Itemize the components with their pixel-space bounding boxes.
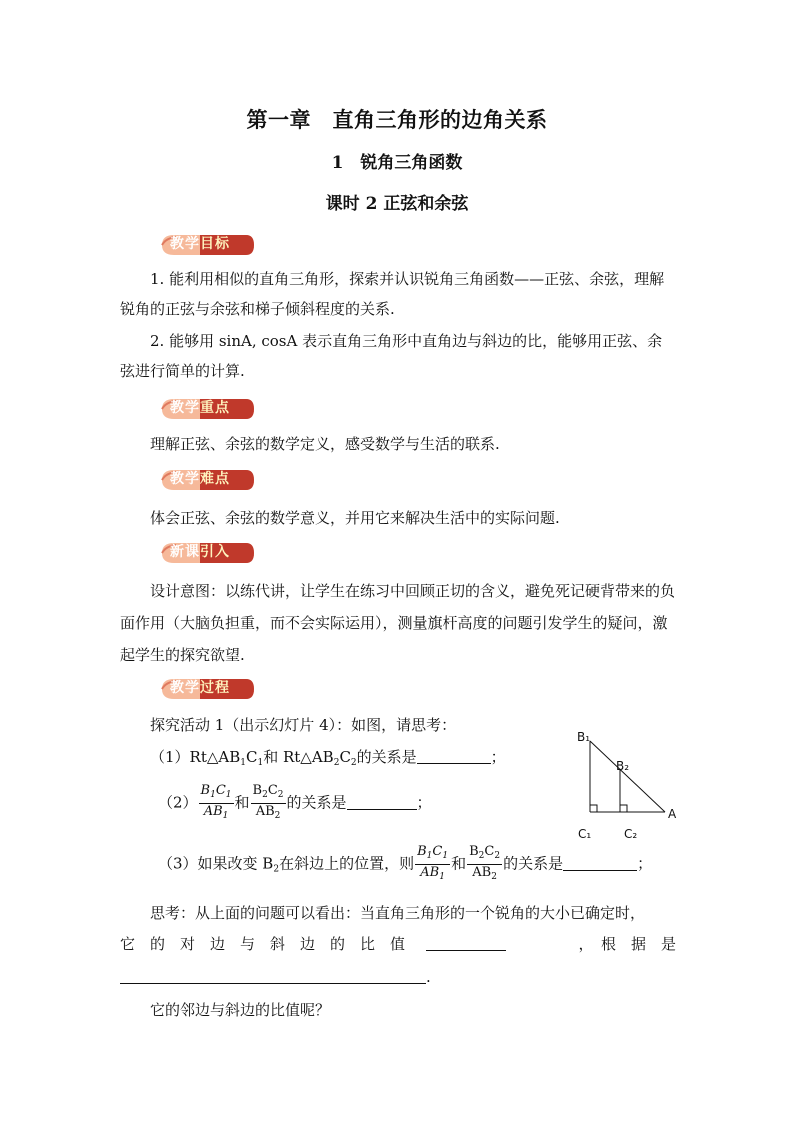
key-points-text: 理解正弦、余弦的数学定义，感受数学与生活的联系. <box>150 435 500 453</box>
question-2: （2） $\frac{B_1C_1}{AB_1}$ 和 $\frac{B_2C_2}{AB_2}$ 的关系是 ； <box>158 783 432 821</box>
answer-blank-3[interactable] <box>563 854 637 871</box>
badge-new-lesson-intro: 新课引入 <box>160 540 256 566</box>
label-b1: B₁ <box>577 730 591 744</box>
question-1: $(1)Rt\triangle AB_1C_1$和 $Rt\triangle AB_2C_2$的关系是 ； <box>150 748 506 768</box>
think-line-4: 它的邻边与斜边的比值呢？ <box>150 1001 331 1019</box>
badge-difficulties: 教学难点 <box>160 467 256 493</box>
question-3: （3）如果改变 $B_2$在斜边上的位置，则 $\frac{B_1C_1}{AB_1}$ 和 $\frac{B_2C_2}{AB_2}$ 的关系是 ； <box>158 844 653 882</box>
activity-prompt: 探究活动 1（出示幻灯片 4）：如图，请思考： <box>150 716 457 734</box>
triangle-figure <box>570 726 690 842</box>
answer-blank-5[interactable] <box>120 967 426 984</box>
answer-blank-2[interactable] <box>347 793 417 810</box>
badge-key-points: 教学重点 <box>160 396 256 422</box>
label-b2: B₂ <box>616 759 630 773</box>
goal-item-2: 2. 能够用 sinA, cosA 表示直角三角形中直角边与斜边的比，能够用正弦、余弦进行简单的计算. <box>120 332 663 380</box>
goal-item-1: 1. 能利用相似的直角三角形，探索并认识锐角三角函数——正弦、余弦，理解锐角的正弦与余弦和梯子倾斜程度的关系. <box>120 270 665 318</box>
think-line-1: 思考：从上面的问题可以看出：当直角三角形的一个锐角的大小已确定时， <box>150 904 646 922</box>
answer-blank-4[interactable] <box>426 934 506 951</box>
think-line-2: 它 的 对 边 与 斜 边 的 比 值 ， 根 据 是 <box>120 935 676 953</box>
label-c2: C₂ <box>624 827 638 841</box>
badge-teaching-goals: 教学目标 <box>160 232 256 258</box>
section-title: 1 锐角三角函数 <box>331 153 463 173</box>
chapter-title: 第一章 直角三角形的边角关系 <box>246 107 548 132</box>
answer-blank-1[interactable] <box>417 747 491 764</box>
badge-teaching-process: 教学过程 <box>160 676 256 702</box>
intro-text: 设计意图：以练代讲，让学生在练习中回顾正切的含义，避免死记硬背带来的负面作用（大脑负担重，而不会实际运用），测量旗杆高度的问题引发学生的疑问，激起学生的探究欲望. <box>120 582 676 664</box>
lesson-title: 课时 2 正弦和余弦 <box>325 194 469 214</box>
think-line-3: . <box>120 966 431 988</box>
label-a: A <box>668 807 677 821</box>
difficulties-text: 体会正弦、余弦的数学意义，并用它来解决生活中的实际问题. <box>150 509 560 527</box>
label-c1: C₁ <box>578 827 592 841</box>
